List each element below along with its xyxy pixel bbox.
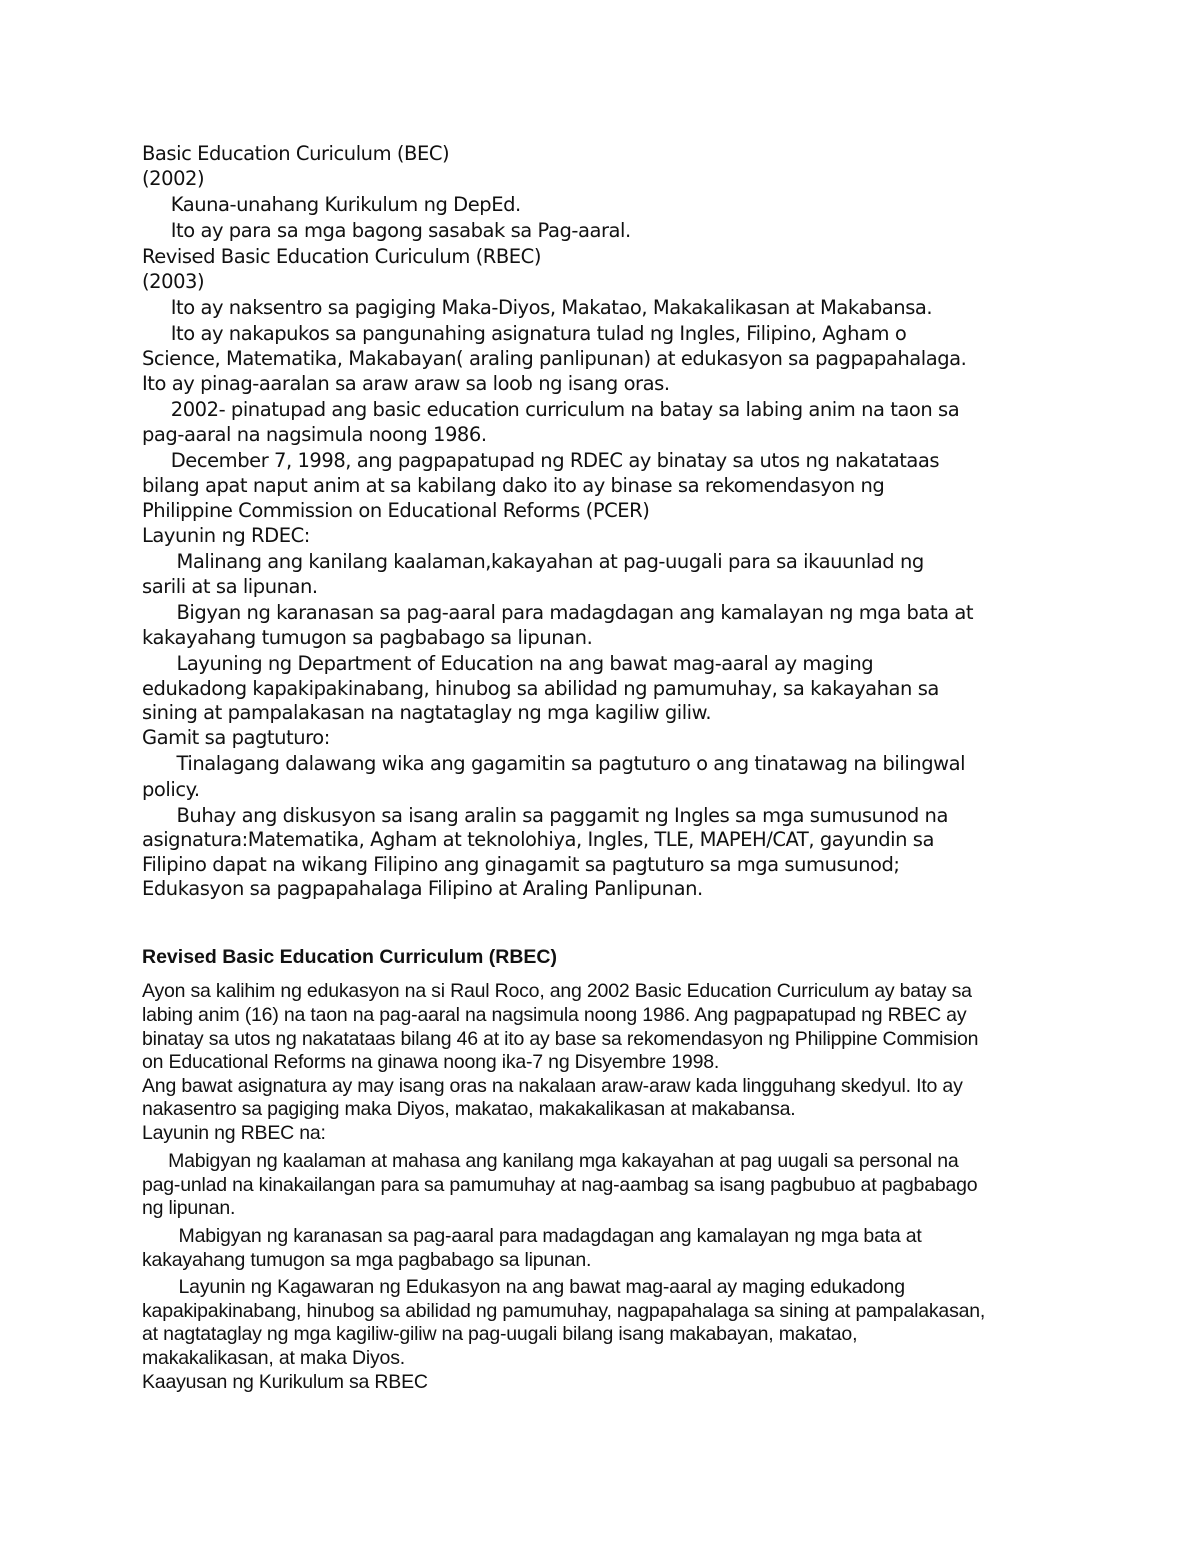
text-line: on Educational Reforms na ginawa noong ika-7 ng Disyembre 1998. [142,1051,720,1073]
text-line: (2002) [142,167,205,190]
text-line: Philippine Commission on Educational Reforms (PCER) [142,499,650,522]
text-line: Basic Education Curiculum (BEC) [142,142,450,165]
text-line: sining at pampalakasan na nagtataglay ng mga kagiliw giliw. [142,701,712,724]
text-line: Ito ay naksentro sa pagiging Maka-Diyos, Makatao, Makakalikasan at Makabansa. [142,296,933,319]
text-line: Ang bawat asignatura ay may isang oras na nakalaan araw-araw kada lingguhang skedyul. Ito ay [142,1075,963,1097]
text-line: nakasentro sa pagiging maka Diyos, makatao, makakalikasan at makabansa. [142,1098,796,1120]
text-line: pag-aaral na nagsimula noong 1986. [142,423,487,446]
text-line: Science, Matematika, Makabayan( araling panlipunan) at edukasyon sa pagpapahalaga. [142,347,967,370]
text-line: Edukasyon sa pagpapahalaga Filipino at Araling Panlipunan. [142,877,703,900]
text-line: December 7, 1998, ang pagpapatupad ng RDEC ay binatay sa utos ng nakatataas [142,449,940,472]
text-line: Layunin ng RDEC: [142,524,310,547]
text-line: 2002- pinatupad ang basic education curriculum na batay sa labing anim na taon sa [142,398,960,421]
text-line: Filipino dapat na wikang Filipino ang ginagamit sa pagtuturo sa mga sumusunod; [142,853,900,876]
text-line: policy. [142,778,200,801]
text-line: Kauna-unahang Kurikulum ng DepEd. [142,193,521,216]
text-line: Layunin ng Kagawaran ng Edukasyon na ang bawat mag-aaral ay maging edukadong [142,1276,905,1298]
text-line: Gamit sa pagtuturo: [142,726,330,749]
text-line: makakalikasan, at maka Diyos. [142,1347,405,1369]
text-line: sarili at sa lipunan. [142,575,318,598]
text-line: Kaayusan ng Kurikulum sa RBEC [142,1371,428,1393]
text-line: Layuning ng Department of Education na ang bawat mag-aaral ay maging [142,652,874,675]
text-line: asignatura:Matematika, Agham at teknolohiya, Ingles, TLE, MAPEH/CAT, gayundin sa [142,828,934,851]
text-line: bilang apat naput anim at sa kabilang dako ito ay binase sa rekomendasyon ng [142,474,885,497]
text-line: binatay sa utos ng nakatataas bilang 46 at ito ay base sa rekomendasyon ng Philippine Commision [142,1028,979,1050]
text-line: Malinang ang kanilang kaalaman,kakayahan at pag-uugali para sa ikauunlad ng [142,550,924,573]
text-line: Ito ay para sa mga bagong sasabak sa Pag-aaral. [142,219,631,242]
text-line: Ito ay pinag-aaralan sa araw araw sa loob ng isang oras. [142,372,670,395]
text-line: kapakipakinabang, hinubog sa abilidad ng pamumuhay, nagpapahalaga sa sining at pampalakasan, [142,1300,986,1322]
text-line: Bigyan ng karanasan sa pag-aaral para madagdagan ang kamalayan ng mga bata at [142,601,974,624]
text-line: Tinalagang dalawang wika ang gagamitin sa pagtuturo o ang tinatawag na bilingwal [142,752,966,775]
text-line: Buhay ang diskusyon sa isang aralin sa paggamit ng Ingles sa mga sumusunod na [142,804,948,827]
text-line: Mabigyan ng kaalaman at mahasa ang kanilang mga kakayahan at pag uugali sa personal na [142,1150,959,1172]
text-line: ng lipunan. [142,1197,236,1219]
text-line: edukadong kapakipakinabang, hinubog sa abilidad ng pamumuhay, sa kakayahan sa [142,677,939,700]
text-line: Revised Basic Education Curiculum (RBEC) [142,245,542,268]
text-line: Mabigyan ng karanasan sa pag-aaral para madagdagan ang kamalayan ng mga bata at [142,1225,922,1247]
text-line: at nagtataglay ng mga kagiliw-giliw na pag-uugali bilang isang makabayan, makatao, [142,1323,858,1345]
text-line: Ito ay nakapukos sa pangunahing asignatura tulad ng Ingles, Filipino, Agham o [142,322,907,345]
text-line: labing anim (16) na taon na pag-aaral na nagsimula noong 1986. Ang pagpapatupad ng RBEC ay [142,1004,967,1026]
text-line: kakayahang tumugon sa pagbabago sa lipunan. [142,626,593,649]
section-heading: Revised Basic Education Curriculum (RBEC) [142,946,558,968]
text-line: Ayon sa kalihim ng edukasyon na si Raul Roco, ang 2002 Basic Education Curriculum ay batay sa [142,980,972,1002]
text-line: (2003) [142,270,205,293]
text-line: kakayahang tumugon sa mga pagbabago sa lipunan. [142,1249,592,1271]
text-line: Layunin ng RBEC na: [142,1122,326,1144]
text-line: pag-unlad na kinakailangan para sa pamumuhay at nag-aambag sa isang pagbubuo at pagbabago [142,1174,978,1196]
